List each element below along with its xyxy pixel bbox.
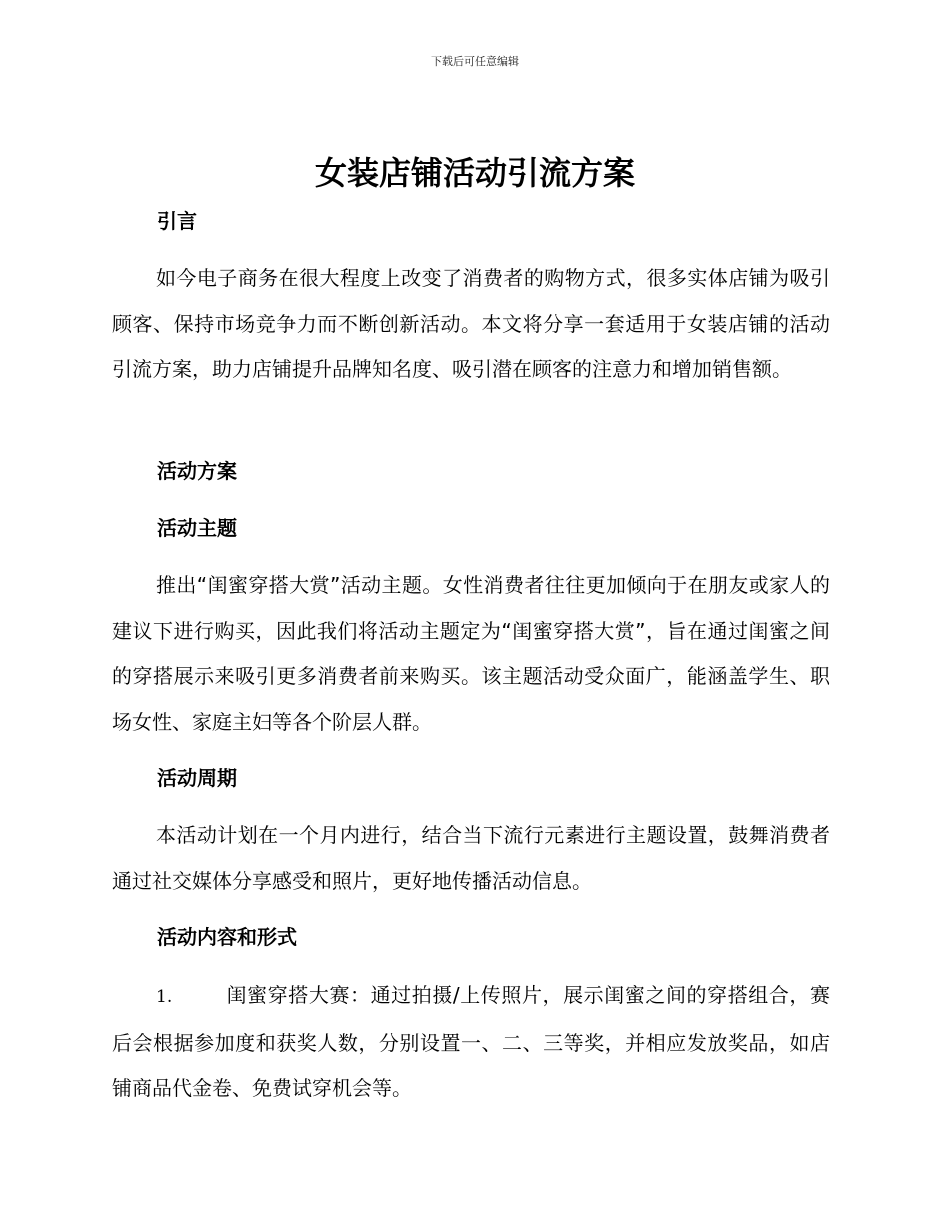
list-item-number: 1. (156, 987, 173, 1007)
theme-paragraph: 推出“闺蜜穿搭大赏”活动主题。女性消费者往往更加倾向于在朋友或家人的建议下进行购买，因此我们将活动主题定为“闺蜜穿搭大赏”，旨在通过闺蜜之间的穿搭展示来吸引更多消费者前来购买。该主题活动受众面广，能涵盖学生、职场女性、家庭主妇等各个阶层人群。 (112, 573, 830, 734)
list-item (112, 973, 830, 1112)
intro-paragraph: 如今电子商务在很大程度上改变了消费者的购物方式，很多实体店铺为吸引顾客、保持市场竞争力而不断创新活动。本文将分享一套适用于女装店铺的活动引流方案，助力店铺提升品牌知名度、吸引潜在顾客的注意力和增加销售额。 (112, 266, 830, 381)
period-heading: 活动周期 (157, 766, 237, 790)
document-title: 女装店铺活动引流方案 (314, 154, 635, 192)
theme-heading: 活动主题 (157, 516, 237, 540)
page-header-note: 下载后可任意编辑 (431, 55, 519, 68)
intro-heading: 引言 (157, 209, 197, 233)
plan-heading: 活动方案 (157, 459, 237, 483)
period-paragraph: 本活动计划在一个月内进行，结合当下流行元素进行主题设置，鼓舞消费者通过社交媒体分享感受和照片，更好地传播活动信息。 (112, 823, 830, 893)
content-heading: 活动内容和形式 (157, 925, 297, 949)
list-item-text: 闺蜜穿搭大赛：通过拍摄/上传照片，展示闺蜜之间的穿搭组合，赛后会根据参加度和获奖人数，分别设置一、二、三等奖，并相应发放奖品，如店铺商品代金卷、免费试穿机会等。 (112, 983, 830, 1100)
